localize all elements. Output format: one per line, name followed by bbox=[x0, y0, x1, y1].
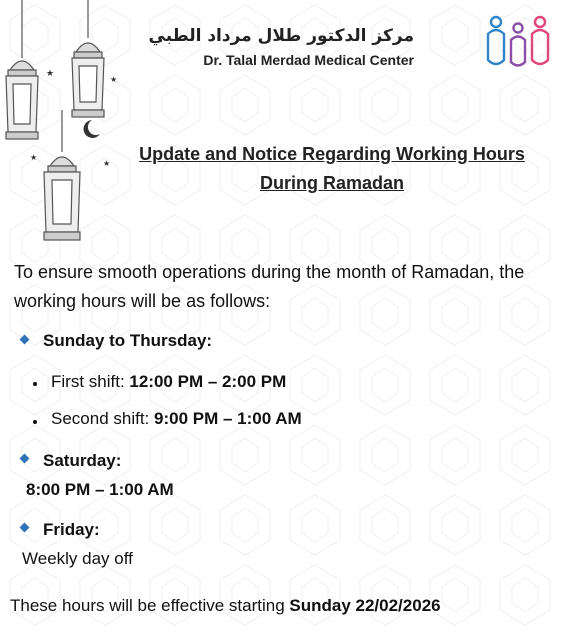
star-icon: ★ bbox=[110, 75, 118, 84]
bullet-icon bbox=[33, 420, 37, 424]
lanterns-decoration bbox=[0, 0, 130, 250]
star-icon: ★ bbox=[30, 153, 38, 162]
friday-label: Friday: bbox=[43, 520, 100, 539]
lantern-icon bbox=[72, 0, 104, 117]
lantern-icon bbox=[6, 0, 38, 139]
notice-title-line1: Update and Notice Regarding Working Hours bbox=[139, 144, 525, 164]
second-shift bbox=[51, 409, 302, 429]
friday-text: Weekly day off bbox=[22, 549, 133, 568]
effective-date: Sunday 22/02/2026 bbox=[289, 596, 441, 615]
lantern-icon bbox=[44, 110, 80, 240]
notice-title bbox=[112, 140, 552, 198]
first-shift-time: 12:00 PM – 2:00 PM bbox=[129, 372, 287, 391]
header bbox=[114, 10, 554, 72]
effective-text: These hours will be effective starting bbox=[10, 596, 290, 615]
star-icon: ★ bbox=[103, 159, 111, 168]
star-icon: ★ bbox=[46, 69, 55, 79]
sunday-thursday-label: Sunday to Thursday: bbox=[43, 331, 213, 350]
saturday-label: Saturday: bbox=[43, 451, 122, 470]
family-logo-icon bbox=[482, 12, 554, 72]
bullet-icon bbox=[33, 382, 37, 386]
second-shift-time: 9:00 PM – 1:00 AM bbox=[154, 409, 302, 428]
first-shift bbox=[51, 372, 286, 392]
center-name-english: Dr. Talal Merdad Medical Center bbox=[203, 52, 414, 68]
effective-date-notice bbox=[10, 596, 441, 616]
center-name-arabic: مركز الدكتور طلال مرداد الطبي bbox=[148, 26, 414, 46]
first-shift-label: First shift: bbox=[51, 372, 130, 391]
crescent-moon-icon bbox=[84, 120, 100, 138]
second-shift-label: Second shift: bbox=[51, 409, 155, 428]
notice-title-line2: During Ramadan bbox=[259, 173, 405, 193]
notice-intro: To ensure smooth operations during the month of Ramadan, the working hours will be as follows: bbox=[14, 262, 525, 311]
saturday-time: 8:00 PM – 1:00 AM bbox=[26, 480, 174, 499]
